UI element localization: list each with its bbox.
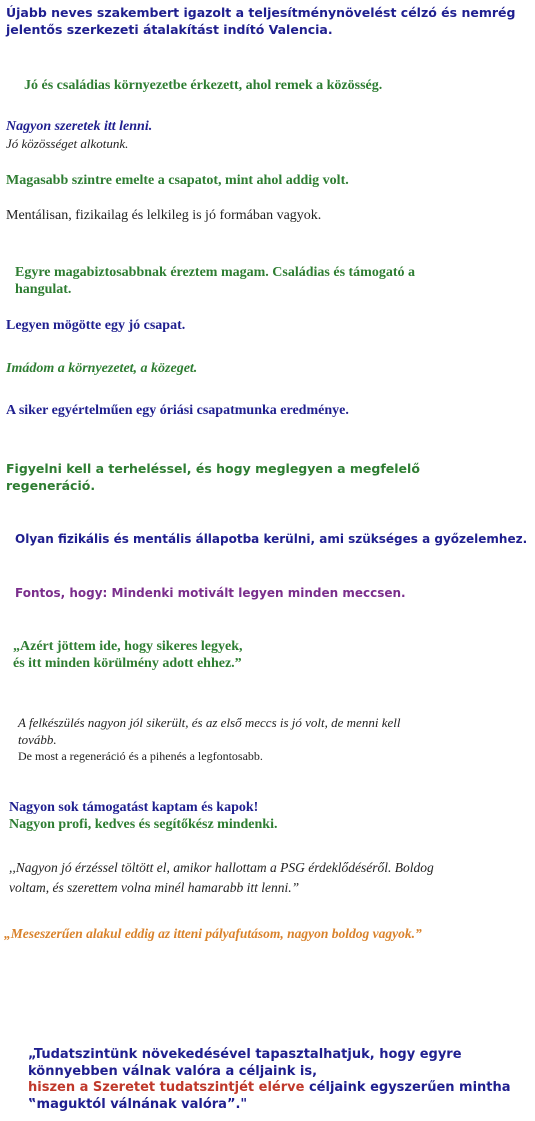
quote-line: ,,Nagyon jó érzéssel töltött el, amikor hallottam a PSG érdeklődéséről. Boldog: [9, 860, 434, 875]
quote-line: Jó és családias környezetbe érkezett, ahol remek a közösség.: [24, 78, 383, 93]
quote-6: [15, 264, 415, 298]
quote-9: [6, 402, 349, 419]
closing-line-3: [28, 1080, 511, 1097]
quote-line: Magasabb szintre emelte a csapatot, mint ahol addig volt.: [6, 173, 349, 188]
closing-line-2: könnyebben válnak valóra a céljaink is,: [28, 1063, 318, 1079]
quote-line: regeneráció.: [6, 478, 96, 493]
quote-line: „Meseszerűen alakul eddig az itteni pályafutásom, nagyon boldog vagyok.”: [4, 926, 422, 941]
quote-line: Legyen mögötte egy jó csapat.: [6, 318, 186, 333]
closing-line-4: ‟maguktól válnának valóra”.": [28, 1096, 248, 1112]
intro-line-1: Újabb neves szakembert igazolt a teljesítménynövelést célzó és nemrég: [6, 5, 516, 20]
quote-line: hangulat.: [15, 282, 72, 297]
quote-line: Nagyon sok támogatást kaptam és kapok!: [9, 800, 259, 815]
closing-highlight: hiszen a Szeretet tudatszintjét elérve: [28, 1080, 305, 1095]
quote-line: és itt minden körülmény adott ehhez.”: [13, 656, 242, 671]
intro-text: [6, 4, 515, 38]
quote-line: Nagyon szeretek itt lenni.: [6, 119, 153, 134]
quote-line: „Azért jöttem ide, hogy sikeres legyek,: [13, 639, 243, 654]
quote-17: [4, 925, 422, 942]
quote-14: [18, 714, 400, 765]
closing-quote: [28, 1047, 511, 1113]
quote-7: [6, 317, 185, 334]
quote-line: tovább.: [18, 732, 57, 747]
quote-4: [6, 172, 349, 189]
quote-line: Olyan fizikális és mentális állapotba kerülni, ami szükséges a győzelemhez.: [15, 532, 528, 546]
quote-12: [15, 585, 406, 602]
quote-line: Nagyon profi, kedves és segítőkész mindenki.: [9, 817, 278, 832]
quote-11: [15, 531, 527, 548]
closing-line-1: „Tudatszintünk növekedésével tapasztalhatjuk, hogy egyre: [28, 1047, 462, 1062]
quote-line: A siker egyértelműen egy óriási csapatmunka eredménye.: [6, 403, 349, 418]
quote-8: [6, 360, 197, 377]
quote-line: Jó közösséget alkotunk.: [6, 136, 129, 151]
quote-13: [13, 638, 243, 672]
closing-line-3-rest: céljaink egyszerűen mintha: [304, 1080, 511, 1095]
quote-3: [6, 118, 152, 152]
quote-line: De most a regeneráció és a pihenés a legfontosabb.: [18, 749, 263, 763]
quote-5: [6, 207, 321, 224]
quote-line: A felkészülés nagyon jól sikerült, és az első meccs is jó volt, de menni kell: [18, 715, 401, 730]
quote-2: [24, 77, 382, 94]
quote-line: Imádom a környezetet, a közeget.: [6, 361, 198, 376]
quote-line: voltam, és szerettem volna minél hamarabb itt lenni.”: [9, 880, 300, 895]
quote-line: Figyelni kell a terheléssel, és hogy meglegyen a megfelelő: [6, 461, 420, 476]
quote-line: Fontos, hogy: Mindenki motivált legyen minden meccsen.: [15, 586, 406, 600]
quote-16: [9, 858, 434, 898]
quote-line: Mentálisan, fizikailag és lelkileg is jó formában vagyok.: [6, 208, 322, 223]
intro-line-2: jelentős szerkezeti átalakítást indító Valencia.: [6, 22, 333, 37]
quote-15: [9, 799, 277, 833]
quote-10: [6, 460, 420, 494]
quote-line: Egyre magabiztosabbnak éreztem magam. Családias és támogató a: [15, 265, 416, 280]
